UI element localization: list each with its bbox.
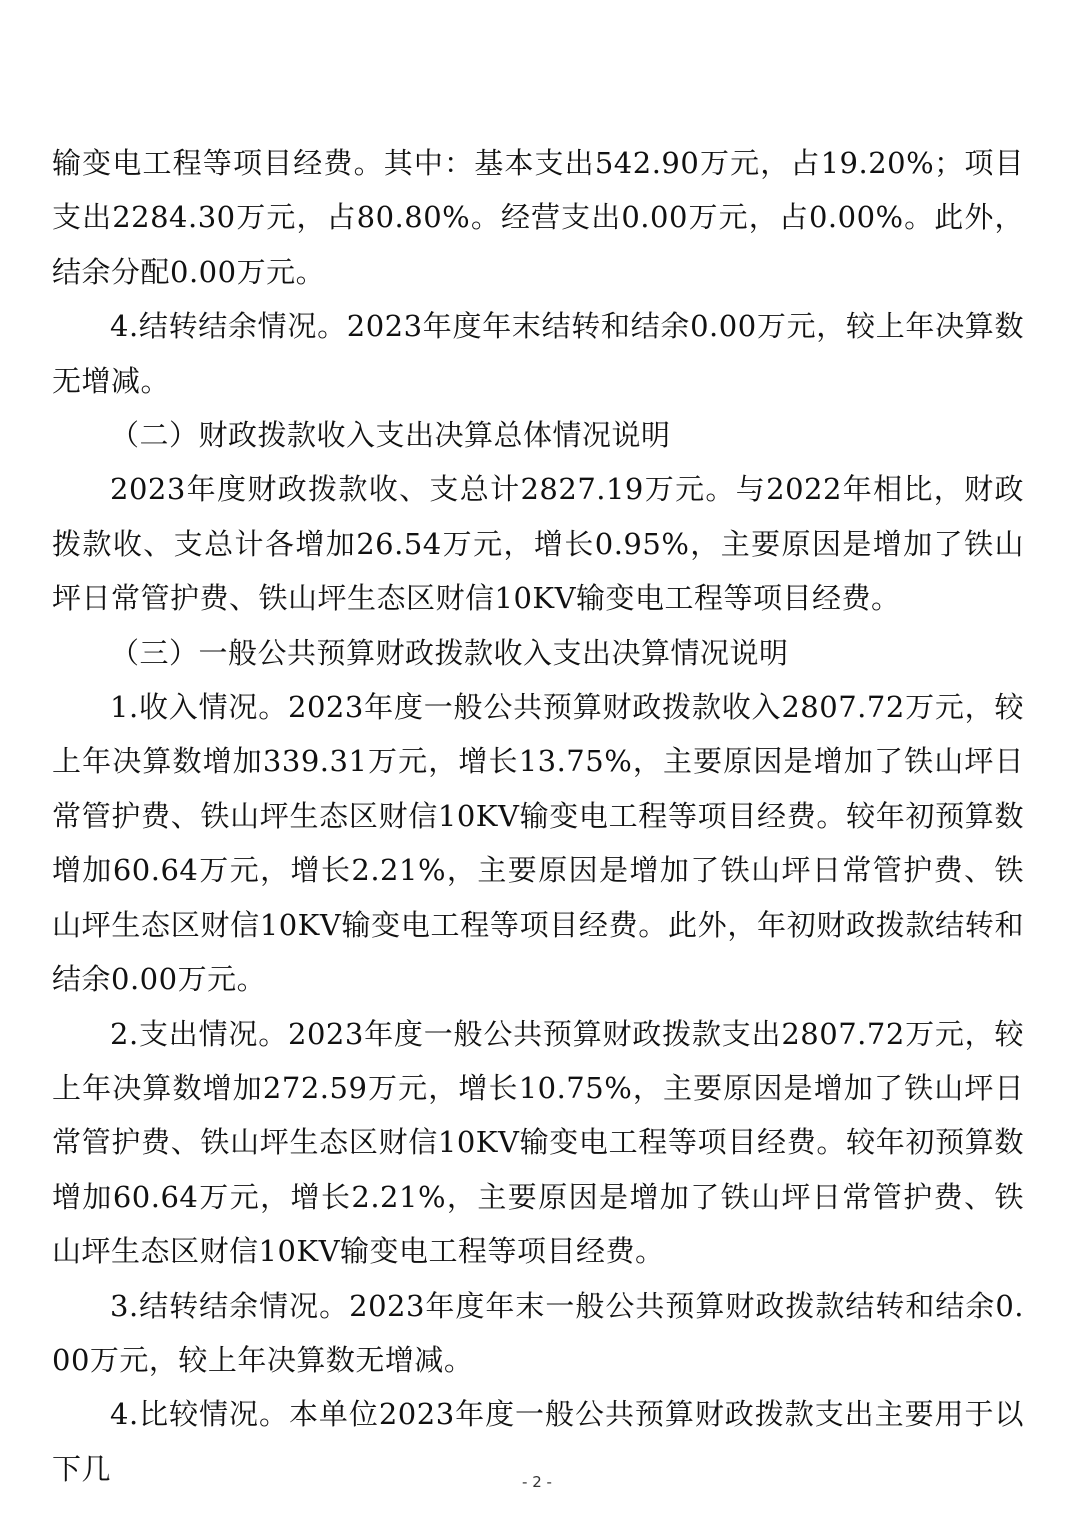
paragraph-carryover-situation: 3.结转结余情况。2023年度年末一般公共预算财政拨款结转和结余0.00万元，较上年决算数无增减。 [52,1288,1024,1377]
page-number: - 2 - [522,1473,552,1491]
paragraph-fiscal-appropriation-total: 2023年度财政拨款收、支总计2827.19万元。与2022年相比，财政拨款收、支总计各增加26.54万元，增长0.95%，主要原因是增加了铁山坪日常管护费、铁山坪生态区财信10KV输变电工程等项目经费。 [52,472,1024,616]
paragraph-expenditure-breakdown: 输变电工程等项目经费。其中：基本支出542.90万元，占19.20%；项目支出2284.30万元，占80.80%。经营支出0.00万元，占0.00%。此外，结余分配0.00万元。 [52,146,1024,289]
section-heading-fiscal-appropriation: （二）财政拨款收入支出决算总体情况说明 [110,418,671,453]
section-heading-general-public-budget: （三）一般公共预算财政拨款收入支出决算情况说明 [110,635,789,670]
paragraph-carryover-balance: 4.结转结余情况。2023年度年末结转和结余0.00万元，较上年决算数无增减。 [52,309,1024,398]
document-body [52,136,1024,1496]
paragraph-expenditure-situation: 2.支出情况。2023年度一般公共预算财政拨款支出2807.72万元，较上年决算数增加272.59万元，增长10.75%，主要原因是增加了铁山坪日常管护费、铁山坪生态区财信10KV输变电工程等项目经费。较年初预算数增加60.64万元，增长2.21%，主要原因是增加了铁山坪日常管护费、铁山坪生态区财信10KV输变电工程等项目经费。 [52,1016,1024,1269]
paragraph-income-situation: 1.收入情况。2023年度一般公共预算财政拨款收入2807.72万元，较上年决算数增加339.31万元，增长13.75%，主要原因是增加了铁山坪日常管护费、铁山坪生态区财信10KV输变电工程等项目经费。较年初预算数增加60.64万元，增长2.21%，主要原因是增加了铁山坪日常管护费、铁山坪生态区财信10KV输变电工程等项目经费。此外，年初财政拨款结转和结余0.00万元。 [52,690,1024,997]
paragraph-comparison-situation: 4.比较情况。本单位2023年度一般公共预算财政拨款支出主要用于以下几 [52,1397,1024,1486]
